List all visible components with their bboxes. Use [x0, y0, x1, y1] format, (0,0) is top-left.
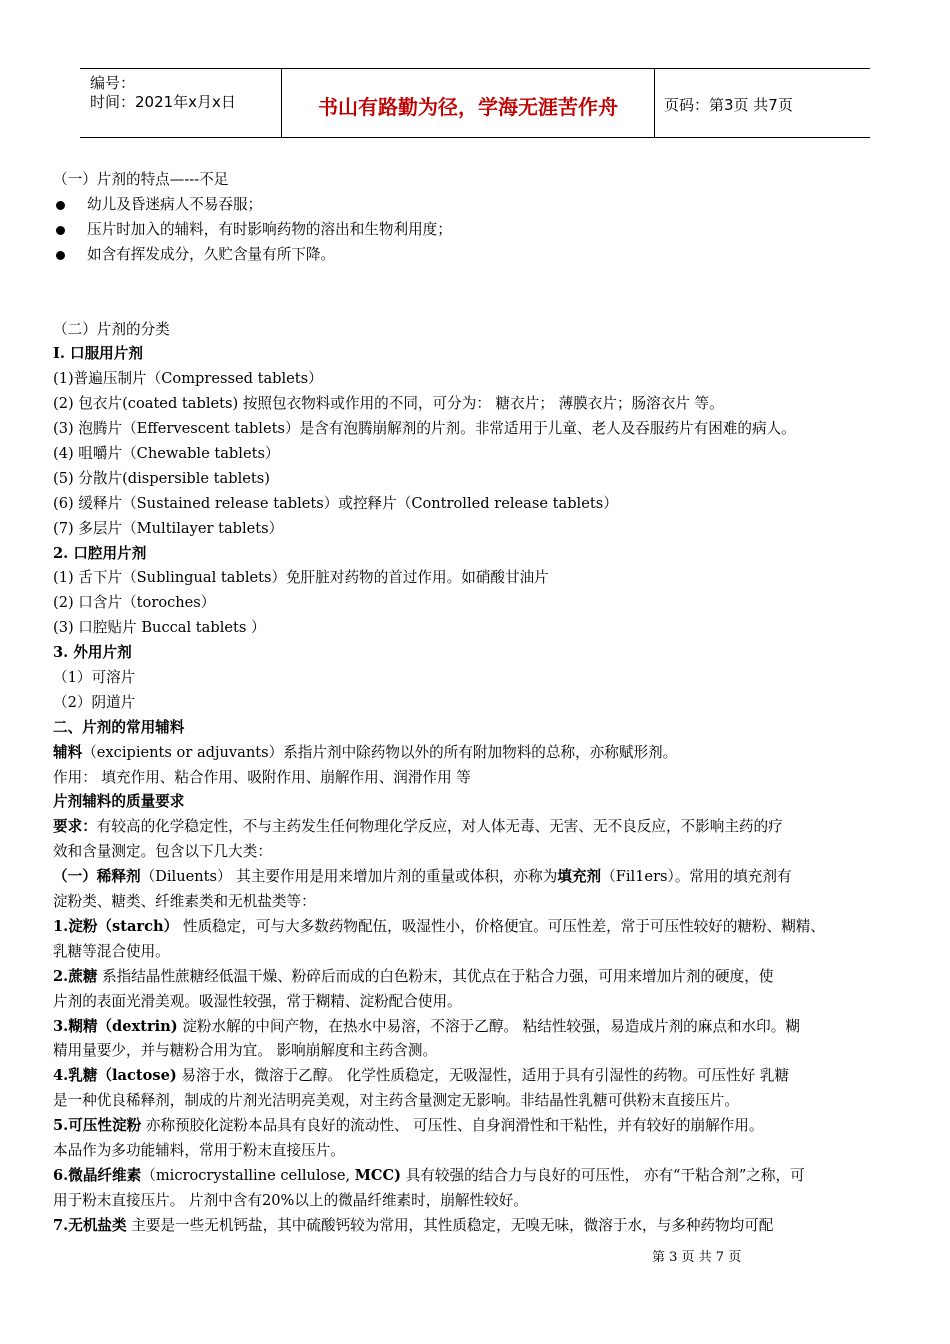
- mcc-paragraph: 6.微晶纤维素（microcrystalline cellulose, MCC) 具有较强的结合力与良好的可压性， 亦有“干粘合剂”之称，可: [53, 1166, 805, 1184]
- document-body: [53, 168, 913, 1239]
- quality-heading: 片剂辅料的质量要求: [53, 793, 185, 811]
- mouth-item: (1) 舌下片（Sublingual tablets）免肝脏对药物的首过作用。如硝酸甘油片: [53, 569, 549, 587]
- lactose-paragraph: 4.乳糖（lactose) 易溶于水，微溶于乙醇。 化学性质稳定，无吸湿性，适用于具有引湿性的药物。可压性好 乳糖: [53, 1067, 790, 1085]
- spacer: [53, 268, 913, 318]
- dextrin-paragraph-cont: 精用量要少，并与糖粉合用为宜。 影响崩解度和主药含测。: [53, 1042, 438, 1060]
- bullet-icon: [56, 226, 65, 235]
- header-right-cell: [655, 69, 870, 137]
- requirement-paragraph: 要求：有较高的化学稳定性，不与主药发生任何物理化学反应，对人体无毒、无害、无不良反应，不影响主药的疗: [53, 818, 783, 836]
- requirement-paragraph-cont: 效和含量测定。包含以下几大类：: [53, 843, 272, 861]
- sucrose-paragraph: 2.蔗糖 系指结晶性蔗糖经低温干燥、粉碎后而成的白色粉末，其优点在于粘合力强，可用来增加片剂的硬度，使: [53, 967, 774, 985]
- oral-item: (4) 咀嚼片（Chewable tablets）: [53, 445, 280, 463]
- bullet-item: 如含有挥发成分，久贮含量有所下降。: [53, 243, 913, 268]
- features-title: （一）片剂的特点—---不足: [53, 171, 229, 188]
- bullet-icon: [56, 251, 65, 260]
- lactose-paragraph-cont: 是一种优良稀释剂，制成的片剂光洁明亮美观，对主药含量测定无影响。非结晶性乳糖可供粉末直接压片。: [53, 1092, 739, 1110]
- oral-item: (5) 分散片(dispersible tablets): [53, 469, 270, 487]
- excipients-heading: 二、片剂的常用辅料: [53, 718, 185, 736]
- types-title: （二）片剂的分类: [53, 320, 170, 338]
- mouth-item: (2) 口含片（toroches）: [53, 594, 216, 612]
- page-info: 页码：第3页 共7页: [664, 96, 793, 114]
- motto-text: 书山有路勤为径，学海无涯苦作舟: [318, 95, 618, 119]
- sucrose-paragraph-cont: 片剂的表面光滑美观。吸湿性较强，常于糊精、淀粉配合使用。: [53, 992, 462, 1010]
- diluent-paragraph: （一）稀释剂（Diluents） 其主要作用是用来增加片剂的重量或体积，亦称为填充剂（Fil1ers）。常用的填充剂有: [53, 868, 792, 886]
- dextrin-paragraph: 3.糊精（dextrin) 淀粉水解的中间产物，在热水中易溶，不溶于乙醇。 粘结性较强，易造成片剂的麻点和水印。糊: [53, 1017, 800, 1035]
- date-label: 时间：2021年x月x日: [90, 93, 236, 111]
- pregelatinized-starch-paragraph: 5.可压性淀粉 亦称预胶化淀粉本品具有良好的流动性、 可压性、自身润滑性和干粘性，并有较好的崩解作用。: [53, 1117, 764, 1135]
- number-label: 编号：: [90, 74, 136, 92]
- oral-item: (1)普遍压制片（Compressed tablets）: [53, 370, 323, 388]
- external-item: （1）可溶片: [53, 669, 136, 687]
- oral-heading: I. 口服用片剂: [53, 345, 143, 363]
- function-line: 作用： 填充作用、粘合作用、吸附作用、崩解作用、润滑作用 等: [53, 768, 471, 786]
- diluent-paragraph-cont: 淀粉类、糖类、纤维素类和无机盐类等：: [53, 893, 316, 911]
- header-motto-cell: [282, 69, 655, 137]
- bullet-item: 压片时加入的辅料，有时影响药物的溶出和生物利用度；: [53, 218, 913, 243]
- external-item: （2）阴道片: [53, 693, 136, 711]
- excipient-definition: 辅料（excipients or adjuvants）系指片剂中除药物以外的所有附加物料的总称，亦称赋形剂。: [53, 743, 678, 761]
- mouth-heading: 2. 口腔用片剂: [53, 544, 147, 562]
- pregelatinized-starch-paragraph-cont: 本品作为多功能辅料，常用于粉末直接压片。: [53, 1141, 345, 1159]
- bullet-icon: [56, 201, 65, 210]
- mcc-paragraph-cont: 用于粉末直接压片。 片剂中含有20%以上的微晶纤维素时，崩解性较好。: [53, 1191, 528, 1209]
- inorganic-salt-paragraph: 7.无机盐类 主要是一些无机钙盐，其中硫酸钙较为常用，其性质稳定，无嗅无味，微溶于水，与多种药物均可配: [53, 1216, 774, 1234]
- header-table: [80, 68, 870, 138]
- bullet-item: 幼儿及昏迷病人不易吞服；: [53, 193, 913, 218]
- header-left-cell: [80, 69, 282, 137]
- mouth-item: (3) 口腔贴片 Buccal tablets ）: [53, 619, 266, 637]
- starch-paragraph-cont: 乳糖等混合使用。: [53, 942, 170, 960]
- oral-item: (6) 缓释片（Sustained release tablets）或控释片（Controlled release tablets）: [53, 494, 618, 512]
- oral-item: (3) 泡腾片（Effervescent tablets）是含有泡腾崩解剂的片剂。非常适用于儿童、老人及吞服药片有困难的病人。: [53, 420, 796, 438]
- external-heading: 3. 外用片剂: [53, 644, 132, 662]
- oral-item: (2) 包衣片(coated tablets) 按照包衣物料或作用的不同，可分为： 糖衣片； 薄膜衣片；肠溶衣片 等。: [53, 395, 724, 413]
- starch-paragraph: 1.淀粉（starch） 性质稳定，可与大多数药物配伍，吸湿性小，价格便宜。可压性差，常于可压性较好的糖粉、糊精、: [53, 917, 825, 935]
- oral-item: (7) 多层片（Multilayer tablets）: [53, 519, 284, 537]
- page-footer: 第 3 页 共 7 页: [652, 1250, 742, 1265]
